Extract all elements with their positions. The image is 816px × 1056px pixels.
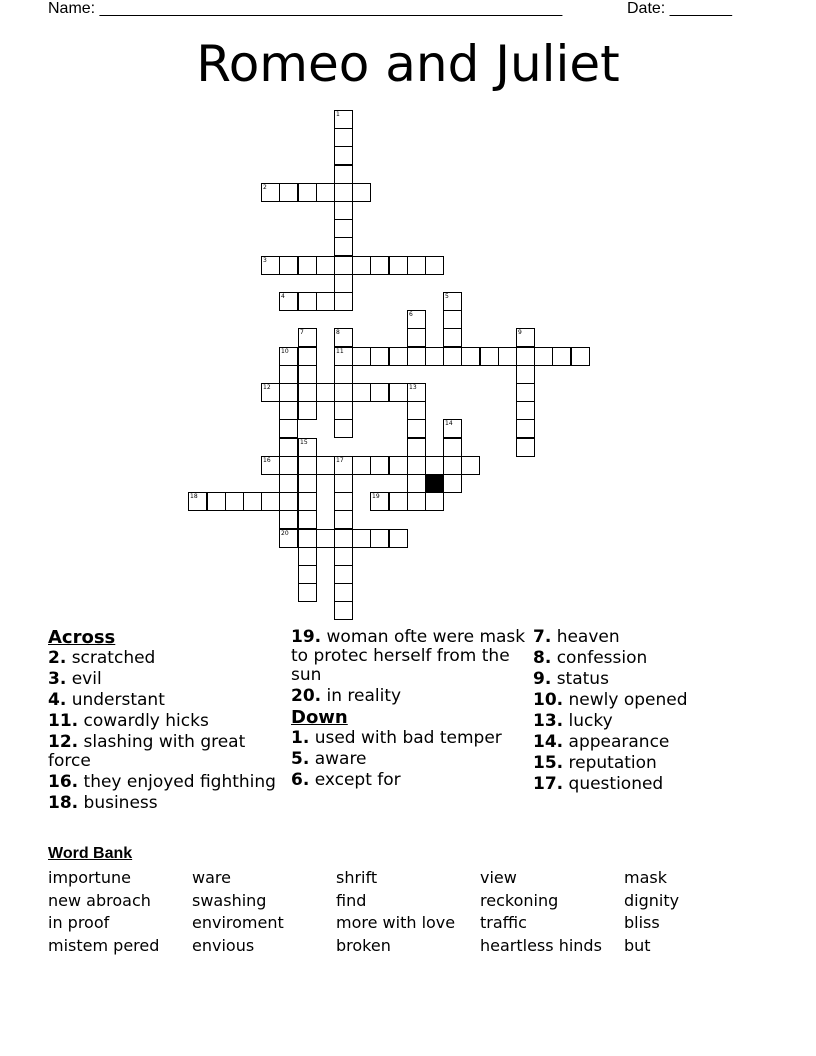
grid-cell[interactable] — [298, 474, 317, 493]
clue — [48, 691, 284, 710]
grid-cell[interactable] — [443, 419, 462, 438]
clue-text: they enjoyed fighthing — [78, 772, 276, 792]
clue-number: 6 — [409, 311, 413, 318]
grid-cell[interactable] — [298, 365, 317, 384]
grid-cell[interactable] — [316, 383, 335, 402]
clue-number: 17. — [533, 774, 564, 794]
grid-cell[interactable] — [261, 456, 280, 475]
clue-number: 8. — [533, 648, 552, 668]
clue — [533, 649, 773, 668]
grid-cell[interactable] — [370, 492, 389, 511]
grid-cell[interactable] — [298, 292, 317, 311]
clue — [291, 687, 527, 706]
word-bank-word: enviroment — [192, 913, 284, 932]
grid-cell[interactable] — [334, 292, 353, 311]
clue-number: 19 — [372, 493, 380, 500]
clue-text: confession — [551, 648, 648, 668]
grid-cell[interactable] — [316, 529, 335, 548]
grid-cell[interactable] — [334, 110, 353, 129]
grid-cell[interactable] — [352, 529, 371, 548]
clue-number: 15. — [533, 753, 564, 773]
grid-cell[interactable] — [389, 492, 408, 511]
clue-number: 17 — [336, 457, 344, 464]
word-bank-word: heartless hinds — [480, 936, 602, 955]
grid-cell[interactable] — [407, 474, 426, 493]
grid-cell[interactable] — [279, 456, 298, 475]
grid-cell[interactable] — [443, 474, 462, 493]
clue-number: 9 — [518, 329, 522, 336]
grid-cell[interactable] — [407, 456, 426, 475]
grid-cell[interactable] — [443, 310, 462, 329]
grid-cell[interactable] — [243, 492, 262, 511]
clue-text: questioned — [563, 774, 664, 794]
grid-cell[interactable] — [443, 347, 462, 366]
grid-cell[interactable] — [334, 183, 353, 202]
clue-number: 14. — [533, 732, 564, 752]
grid-cell[interactable] — [279, 365, 298, 384]
grid-cell[interactable] — [352, 383, 371, 402]
clue — [533, 670, 773, 689]
grid-cell[interactable] — [461, 347, 480, 366]
grid-cell[interactable] — [352, 456, 371, 475]
grid-cell[interactable] — [389, 256, 408, 275]
grid-cell[interactable] — [279, 474, 298, 493]
clue-text: scratched — [66, 648, 156, 668]
grid-cell[interactable] — [279, 383, 298, 402]
clue-number: 10. — [533, 690, 564, 710]
grid-cell[interactable] — [334, 274, 353, 293]
grid-cell[interactable] — [334, 474, 353, 493]
clue-number: 19. — [291, 627, 322, 647]
clue-text: newly opened — [563, 690, 688, 710]
clue-number: 11. — [48, 711, 79, 731]
down-heading: Down — [291, 707, 348, 728]
word-bank-word: more with love — [336, 913, 456, 932]
grid-cell[interactable] — [516, 347, 535, 366]
across-clue-list — [48, 649, 284, 813]
grid-cell[interactable] — [298, 547, 317, 566]
grid-cell[interactable] — [407, 419, 426, 438]
clue-number: 14 — [445, 420, 453, 427]
clue-number: 1. — [291, 728, 310, 748]
grid-cell[interactable] — [534, 347, 553, 366]
word-bank-word: importune — [48, 868, 131, 887]
grid-cell[interactable] — [407, 401, 426, 420]
grid-cell[interactable] — [334, 219, 353, 238]
grid-cell[interactable] — [443, 292, 462, 311]
grid-cell[interactable] — [316, 292, 335, 311]
grid-cell[interactable] — [298, 256, 317, 275]
clue — [48, 794, 284, 813]
grid-cell[interactable] — [407, 347, 426, 366]
grid-cell[interactable] — [334, 601, 353, 620]
grid-cell[interactable] — [516, 419, 535, 438]
clue-number: 7. — [533, 627, 552, 647]
clue-text: reputation — [563, 753, 657, 773]
grid-cell[interactable] — [298, 583, 317, 602]
grid-cell[interactable] — [261, 183, 280, 202]
clue-number: 7 — [300, 329, 304, 336]
grid-cell[interactable] — [425, 492, 444, 511]
grid-cell[interactable] — [334, 365, 353, 384]
grid-cell[interactable] — [261, 383, 280, 402]
clue-text: evil — [66, 669, 102, 689]
clue — [291, 750, 527, 769]
grid-cell[interactable] — [516, 365, 535, 384]
grid-cell[interactable] — [334, 128, 353, 147]
clue — [48, 649, 284, 668]
grid-cell[interactable] — [279, 292, 298, 311]
grid-cell[interactable] — [279, 256, 298, 275]
clue-text: slashing with great force — [48, 732, 246, 771]
clue-text: woman ofte were mask to protec herself from the sun — [291, 627, 526, 685]
grid-cell[interactable] — [225, 492, 244, 511]
clue-number: 18 — [190, 493, 198, 500]
clues-column-1 — [48, 628, 284, 815]
clue-number: 9. — [533, 669, 552, 689]
grid-cell[interactable] — [389, 383, 408, 402]
clue — [291, 729, 527, 748]
grid-cell[interactable] — [279, 529, 298, 548]
word-bank-word: new abroach — [48, 891, 151, 910]
clue-number: 3 — [263, 257, 267, 264]
word-bank-word: in proof — [48, 913, 110, 932]
grid-cell[interactable] — [261, 492, 280, 511]
clue-text: lucky — [563, 711, 613, 731]
clue — [291, 628, 527, 685]
clue — [533, 733, 773, 752]
grid-cell[interactable] — [334, 565, 353, 584]
grid-cell[interactable] — [334, 419, 353, 438]
clue-number: 16 — [263, 457, 271, 464]
grid-cell[interactable] — [279, 347, 298, 366]
grid-cell[interactable] — [298, 456, 317, 475]
clues-column-2 — [291, 628, 527, 792]
grid-cell[interactable] — [407, 438, 426, 457]
grid-cell[interactable] — [352, 183, 371, 202]
grid-cell[interactable] — [370, 456, 389, 475]
clue — [48, 733, 284, 771]
grid-cell[interactable] — [461, 456, 480, 475]
grid-cell[interactable] — [279, 438, 298, 457]
word-bank-word: envious — [192, 936, 255, 955]
grid-cell[interactable] — [516, 401, 535, 420]
grid-cell[interactable] — [334, 347, 353, 366]
grid-cell[interactable] — [425, 456, 444, 475]
word-bank-word: broken — [336, 936, 391, 955]
word-bank-word: mistem pered — [48, 936, 160, 955]
grid-cell[interactable] — [334, 492, 353, 511]
clue-text: cowardly hicks — [78, 711, 209, 731]
clue-number: 10 — [281, 348, 289, 355]
grid-cell[interactable] — [334, 256, 353, 275]
grid-cell[interactable] — [279, 419, 298, 438]
word-bank-word: mask — [624, 868, 667, 887]
clue-text: used with bad temper — [309, 728, 502, 748]
clue — [291, 771, 527, 790]
grid-cell[interactable] — [188, 492, 207, 511]
grid-cell[interactable] — [279, 183, 298, 202]
clue-number: 2. — [48, 648, 67, 668]
clue-number: 16. — [48, 772, 79, 792]
grid-cell[interactable] — [407, 383, 426, 402]
grid-cell[interactable] — [443, 328, 462, 347]
grid-cell[interactable] — [279, 401, 298, 420]
grid-cell[interactable] — [425, 256, 444, 275]
grid-cell[interactable] — [334, 201, 353, 220]
date-field[interactable]: Date: _______ — [627, 0, 732, 17]
grid-cell[interactable] — [334, 510, 353, 529]
clue-number: 11 — [336, 348, 344, 355]
clue — [533, 775, 773, 794]
clue-number: 4 — [281, 293, 285, 300]
clue-text: status — [551, 669, 609, 689]
word-bank-word: shrift — [336, 868, 378, 887]
grid-cell[interactable] — [334, 583, 353, 602]
clue-number: 15 — [300, 439, 308, 446]
clue — [48, 670, 284, 689]
grid-cell[interactable] — [407, 256, 426, 275]
grid-cell[interactable] — [370, 383, 389, 402]
clue — [533, 754, 773, 773]
grid-cell[interactable] — [334, 146, 353, 165]
grid-cell[interactable] — [334, 401, 353, 420]
grid-cell[interactable] — [389, 456, 408, 475]
clues-column-3 — [533, 628, 773, 796]
grid-cell[interactable] — [407, 310, 426, 329]
grid-cell[interactable] — [334, 456, 353, 475]
grid-cell[interactable] — [316, 183, 335, 202]
clue-number: 2 — [263, 184, 267, 191]
word-bank-word: find — [336, 891, 367, 910]
clue-text: except for — [309, 770, 401, 790]
grid-cell[interactable] — [298, 401, 317, 420]
grid-cell[interactable] — [298, 565, 317, 584]
word-bank-word: swashing — [192, 891, 267, 910]
grid-cell[interactable] — [352, 347, 371, 366]
name-field[interactable]: Name: ____________________________________________________ — [48, 0, 563, 17]
word-bank-word: bliss — [624, 913, 660, 932]
grid-cell[interactable] — [352, 256, 371, 275]
grid-cell[interactable] — [334, 165, 353, 184]
down-clue-list-continued — [533, 628, 773, 794]
grid-cell[interactable] — [298, 183, 317, 202]
clue-number: 13 — [409, 384, 417, 391]
word-bank-word: but — [624, 936, 651, 955]
grid-cell[interactable] — [370, 256, 389, 275]
grid-cell[interactable] — [407, 492, 426, 511]
grid-cell[interactable] — [516, 383, 535, 402]
down-clue-list — [291, 729, 527, 790]
page-title: Romeo and Juliet — [196, 35, 620, 93]
grid-cell[interactable] — [552, 347, 571, 366]
grid-cell[interactable] — [298, 383, 317, 402]
grid-cell[interactable] — [298, 328, 317, 347]
word-bank-word: view — [480, 868, 517, 887]
word-bank-word: reckoning — [480, 891, 559, 910]
grid-cell[interactable] — [316, 456, 335, 475]
clue-text: in reality — [321, 686, 402, 706]
clue-number: 20 — [281, 530, 289, 537]
grid-cell[interactable] — [334, 529, 353, 548]
grid-cell[interactable] — [480, 347, 499, 366]
clue — [533, 628, 773, 647]
grid-cell[interactable] — [316, 256, 335, 275]
clue-number: 12. — [48, 732, 79, 752]
grid-cell[interactable] — [334, 328, 353, 347]
clue-number: 6. — [291, 770, 310, 790]
grid-cell[interactable] — [425, 347, 444, 366]
grid-cell[interactable] — [571, 347, 590, 366]
grid-cell[interactable] — [298, 492, 317, 511]
grid-cell[interactable] — [207, 492, 226, 511]
grid-cell[interactable] — [370, 347, 389, 366]
grid-cell[interactable] — [334, 237, 353, 256]
across-clue-list-continued — [291, 628, 527, 706]
grid-cell[interactable] — [279, 510, 298, 529]
clue-text: business — [78, 793, 158, 813]
clue-number: 5 — [445, 293, 449, 300]
grid-cell[interactable] — [334, 383, 353, 402]
word-bank-word: dignity — [624, 891, 680, 910]
across-heading: Across — [48, 627, 116, 648]
grid-cell[interactable] — [298, 438, 317, 457]
grid-cell[interactable] — [298, 529, 317, 548]
clue-number: 5. — [291, 749, 310, 769]
clue-number: 4. — [48, 690, 67, 710]
clue-number: 3. — [48, 669, 67, 689]
grid-cell[interactable] — [516, 328, 535, 347]
word-bank-title: Word Bank — [48, 845, 133, 862]
grid-cell[interactable] — [407, 328, 426, 347]
grid-cell[interactable] — [516, 438, 535, 457]
clue-number: 8 — [336, 329, 340, 336]
clue — [533, 712, 773, 731]
clue-text: understant — [66, 690, 165, 710]
word-bank-word: ware — [192, 868, 231, 887]
clue-number: 1 — [336, 111, 340, 118]
clue — [48, 712, 284, 731]
black-square — [425, 474, 444, 493]
grid-cell[interactable] — [334, 547, 353, 566]
clue-number: 18. — [48, 793, 79, 813]
grid-cell[interactable] — [298, 510, 317, 529]
grid-cell[interactable] — [298, 347, 317, 366]
clue-text: appearance — [563, 732, 670, 752]
grid-cell[interactable] — [261, 256, 280, 275]
clue-number: 20. — [291, 686, 322, 706]
clue-number: 12 — [263, 384, 271, 391]
clue-text: heaven — [551, 627, 620, 647]
clue-number: 13. — [533, 711, 564, 731]
grid-cell[interactable] — [389, 347, 408, 366]
grid-cell[interactable] — [370, 529, 389, 548]
grid-cell[interactable] — [498, 347, 517, 366]
grid-cell[interactable] — [443, 438, 462, 457]
grid-cell[interactable] — [443, 456, 462, 475]
word-bank-word: traffic — [480, 913, 527, 932]
grid-cell[interactable] — [389, 529, 408, 548]
clue-text: aware — [309, 749, 367, 769]
clue — [48, 773, 284, 792]
clue — [533, 691, 773, 710]
grid-cell[interactable] — [279, 492, 298, 511]
